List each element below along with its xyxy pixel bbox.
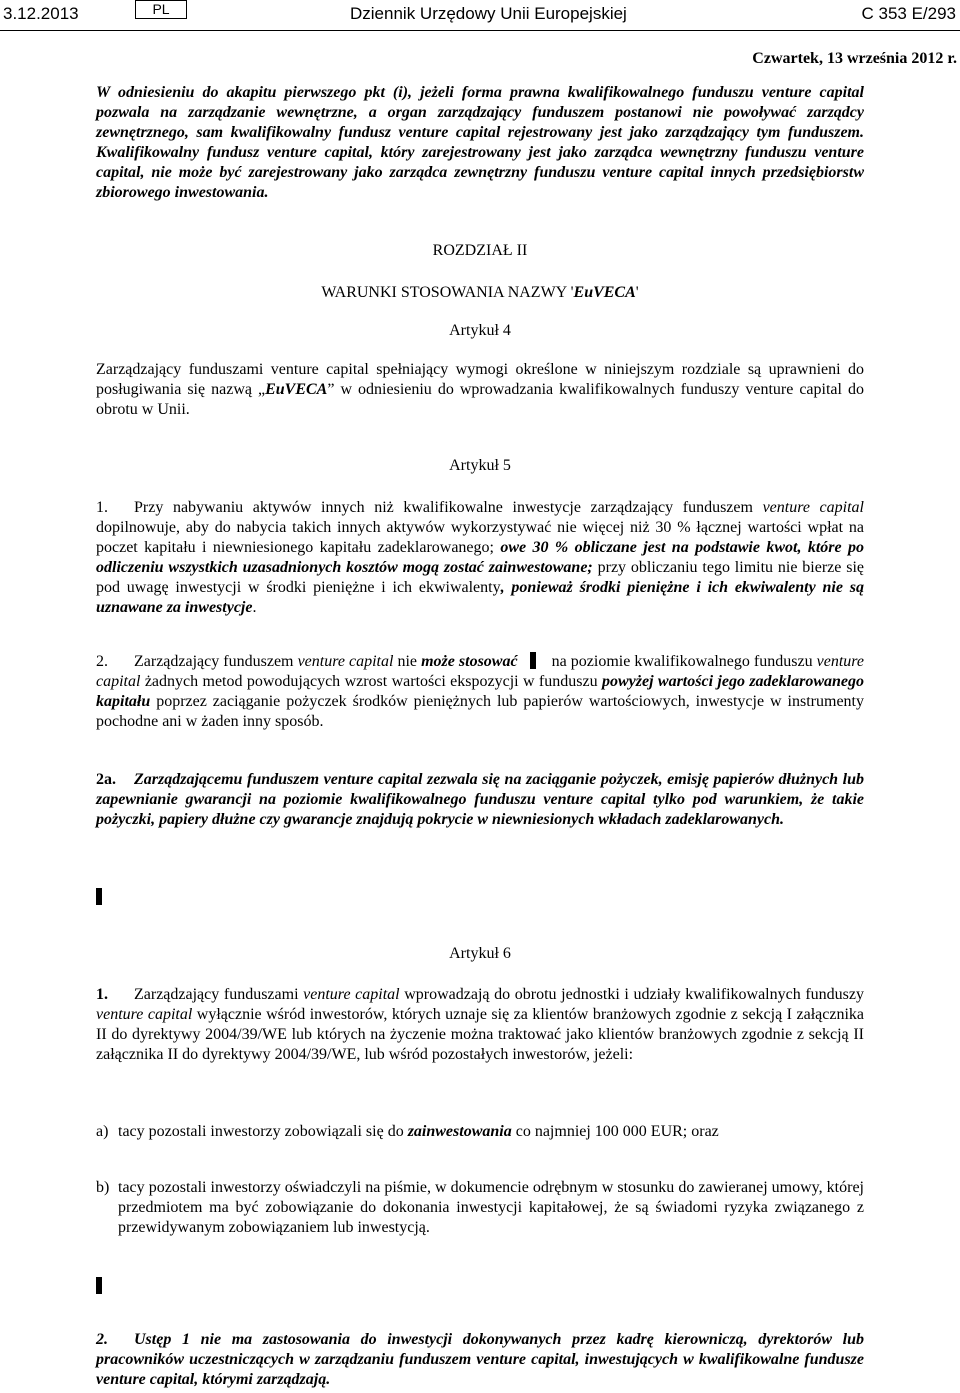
point-label: a) [96, 1123, 109, 1140]
deletion-marker [530, 652, 536, 669]
chapter-title-bold: EuVECA [573, 284, 636, 301]
paragraph-number: 1. [96, 986, 108, 1003]
text-segment: nie [393, 653, 422, 670]
text-segment: Zarządzający funduszem [134, 653, 298, 670]
amendment-text: zainwestowania [407, 1123, 512, 1140]
text-segment: . [252, 599, 257, 616]
article-5-heading: Artykuł 5 [449, 457, 511, 474]
deletion-marker [96, 888, 102, 905]
amendment-text: powyżej wartości jego zadeklarowanego kapitału [96, 673, 864, 710]
amendment-text: Zarządzającemu funduszem venture capital zezwala się na zaciąganie pożyczek, emisję papierów dłużnych lub zapewnianie gwarancji na poziomie kwalifikowalnego funduszu venture capital tylko pod warunkiem, że takie pożyczki, papiery dłużne czy gwarancje znajdują pokrycie w niewniesionych wkładach zadeklarowanych. [96, 771, 864, 828]
paragraph-number: 2a. [96, 771, 116, 788]
text-segment: venture capital [303, 986, 400, 1003]
text-segment: venture capital [96, 1006, 193, 1023]
text-segment: na poziomie kwalifikowalnego funduszu [547, 653, 817, 670]
article-4-text-3: ” w odniesieniu do wprowadzania kwalifikowalnych funduszy venture capital do obrotu w Unii. [96, 381, 864, 418]
text-segment: tacy pozostali inwestorzy zobowiązali się do [118, 1123, 408, 1140]
amendment-text: może stosować [421, 653, 518, 670]
chapter-number: ROZDZIAŁ II [432, 242, 528, 259]
article-5-heading-block [96, 456, 864, 476]
article-4-text-1: Zarządzający funduszami venture capital spełniający wymogi określone w niniejszym rozdziale są uprawnieni do posługiwania się nazwą „ [96, 361, 864, 398]
article-4-heading-block [96, 321, 864, 341]
article-6-paragraph-1 [96, 985, 864, 1065]
text-segment: venture capital [762, 499, 864, 516]
intro-paragraph-block [96, 83, 864, 203]
journal-reference: C 353 E/293 [861, 4, 956, 23]
chapter-title-pre: WARUNKI STOSOWANIA NAZWY ' [321, 284, 574, 301]
article-6-heading: Artykuł 6 [449, 945, 511, 962]
text-segment: poprzez zaciąganie pożyczek środków pieniężnych lub papierów wartościowych, inwestycje w instrumenty pochodne ani w żaden inny sposób. [96, 693, 864, 730]
article-6-point-a [96, 1122, 864, 1142]
text-segment: Przy nabywaniu aktywów innych niż kwalifikowalne inwestycje zarządzający funduszem [134, 499, 763, 516]
journal-title: Dziennik Urzędowy Unii Europejskiej [350, 4, 627, 23]
chapter-title-post: ' [635, 284, 639, 301]
intro-paragraph: W odniesieniu do akapitu pierwszego pkt (i), jeżeli forma prawna kwalifikowalnego funduszu venture capital pozwala na zarządzanie wewnętrzne, a organ zarządzający funduszem postanowi nie powoływać zarządcy zewnętrznego, sam kwalifikowalny fundusz venture capital rejestrowany jest jako zarządzający tym funduszem. Kwalifikowalny fundusz venture capital, który zarejestrowany jest jako zarządca wewnętrzny funduszu venture capital, nie może być zarejestrowany jako zarządca zewnętrzny funduszu venture capital innych przedsiębiorstw zbiorowego inwestowania. [96, 84, 864, 201]
text-segment: żadnych metod powodujących wzrost wartości ekspozycji w funduszu [140, 673, 602, 690]
point-text: tacy pozostali inwestorzy oświadczyli na piśmie, w dokumencie odrębnym w stosunku do zawieranej umowy, której przedmiotem ma być zobowiązanie do dokonania inwestycji kapitałowej, że są świadomi ryzyka związanego z przewidywanym zobowiązaniem lub inwestycją. [118, 1179, 864, 1236]
publication-date: 3.12.2013 [3, 4, 79, 23]
amendment-text: owe 30 % obliczane jest na podstawie kwot, które po odliczeniu wszystkich uzasadnionych kosztów mogą zostać zainwestowane; [96, 539, 865, 576]
deletion-marker [96, 1277, 102, 1294]
article-5-paragraph-2a [96, 770, 864, 830]
article-6-paragraph-2 [96, 1330, 864, 1390]
sitting-date: Czwartek, 13 września 2012 r. [752, 50, 957, 67]
text-segment: Zarządzający funduszami [134, 986, 304, 1003]
page-header [0, 0, 960, 31]
text-segment: przy obliczaniu tego limitu nie bierze się pod uwagę inwestycji w środki pieniężne i ich ekwiwalenty [96, 559, 864, 596]
amendment-text: , ponieważ środki pieniężne i ich ekwiwalenty nie są uznawane za inwestycje [96, 579, 864, 616]
article-4-body [96, 360, 864, 420]
text-segment: wyłącznie wśród inwestorów, których uznaje się za klientów branżowych zgodnie z sekcją I załącznika II do dyrektywy 2004/39/WE lub których na życzenie można traktować jako klientów branżowych zgodnie z sekcją II załącznika II do dyrektywy 2004/39/WE, lub wśród pozostałych inwestorów, jeżeli: [96, 1006, 864, 1063]
paragraph-number: 2. [96, 1331, 108, 1348]
text-segment: dopilnowuje, aby do nabycia takich innych aktywów wykorzystywać nie więcej niż 30 % łącznej wartości wpłat na poczet kapitału i niewniesionego kapitału zadeklarowanego; [96, 519, 864, 556]
article-5-paragraph-2 [96, 652, 864, 732]
paragraph-number: 1. [96, 499, 108, 516]
text-segment: venture capital [96, 653, 865, 690]
article-6-point-b [96, 1178, 864, 1238]
article-4-euveca: EuVECA [265, 381, 328, 398]
text-segment: venture capital [297, 653, 394, 670]
chapter-heading [96, 241, 864, 261]
amendment-text: Ustęp 1 nie ma zastosowania do inwestycji dokonywanych przez kadrę kierowniczą, dyrektorów lub pracowników uczestniczących w zarządzaniu funduszem venture capital, inwestujących w kwalifikowalne fundusze venture capital, którymi zarządzają. [96, 1331, 864, 1388]
article-6-heading-block [96, 944, 864, 964]
article-4-heading: Artykuł 4 [449, 322, 511, 339]
article-5-paragraph-1 [96, 498, 864, 618]
text-segment: wprowadzają do obrotu jednostki i udziały kwalifikowalnych funduszy [399, 986, 865, 1003]
text-segment: co najmniej 100 000 EUR; oraz [511, 1123, 719, 1140]
point-label: b) [96, 1179, 110, 1196]
language-badge: PL [135, 0, 187, 19]
paragraph-number: 2. [96, 653, 108, 670]
chapter-title [96, 283, 864, 303]
